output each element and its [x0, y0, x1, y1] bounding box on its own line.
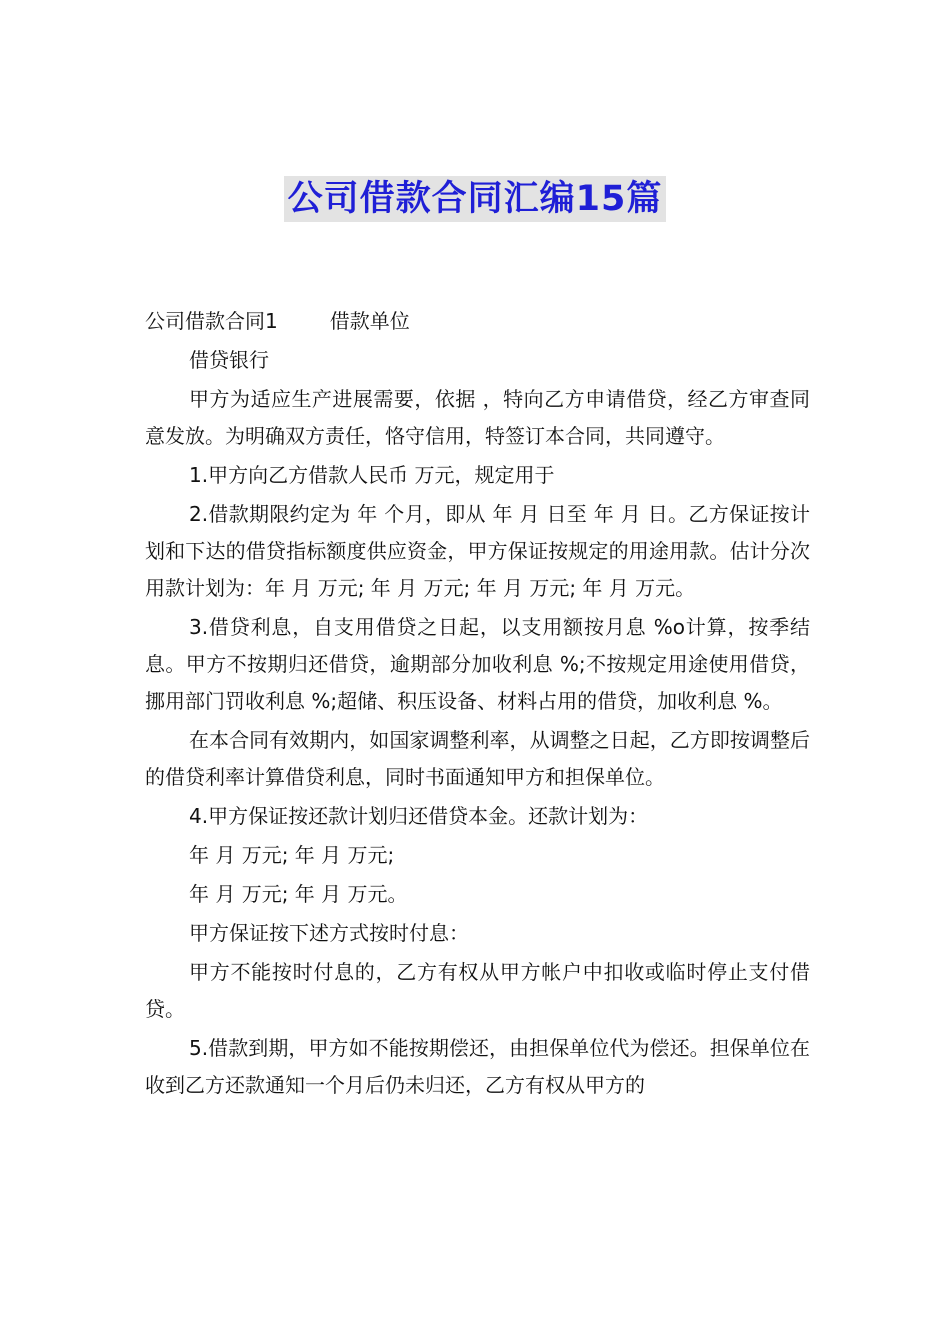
contract-heading: 公司借款合同1	[145, 309, 278, 333]
paragraph: 年 月 万元; 年 月 万元。	[189, 882, 408, 906]
paragraph: 1.甲方向乙方借款人民币 万元，规定用于	[189, 463, 555, 487]
document-body	[145, 303, 810, 1104]
paragraph: 2.借款期限约定为 年 个月，即从 年 月 日至 年 月 日。乙方保证按计划和下达的借贷指标额度供应资金，甲方保证按规定的用途用款。估计分次用款计划为：年 月 万元; 年 月 万元; 年 月 万元; 年 月 万元。	[145, 502, 810, 600]
paragraph: 甲方不能按时付息的，乙方有权从甲方帐户中扣收或临时停止支付借贷。	[145, 960, 810, 1021]
paragraph: 在本合同有效期内，如国家调整利率，从调整之日起，乙方即按调整后的借贷利率计算借贷利息，同时书面通知甲方和担保单位。	[145, 728, 810, 789]
contract-heading-line	[145, 303, 810, 340]
paragraph: 年 月 万元; 年 月 万元;	[189, 843, 395, 867]
borrower-label: 借款单位	[329, 309, 410, 333]
document-title: 公司借款合同汇编15篇	[284, 176, 667, 222]
title-container	[0, 176, 950, 222]
paragraph: 4.甲方保证按还款计划归还借贷本金。还款计划为：	[189, 804, 649, 828]
paragraph: 5.借款到期，甲方如不能按期偿还，由担保单位代为偿还。担保单位在收到乙方还款通知一个月后仍未归还，乙方有权从甲方的	[145, 1036, 810, 1097]
paragraph: 甲方为适应生产进展需要，依据 ，特向乙方申请借贷，经乙方审查同意发放。为明确双方责任，恪守信用，特签订本合同，共同遵守。	[145, 387, 810, 448]
paragraph: 借贷银行	[189, 348, 269, 372]
paragraph: 甲方保证按下述方式按时付息：	[189, 921, 469, 945]
paragraph: 3.借贷利息，自支用借贷之日起，以支用额按月息 %o计算，按季结息。甲方不按期归还借贷，逾期部分加收利息 %;不按规定用途使用借贷，挪用部门罚收利息 %;超储、积压设备、材料占用的借贷，加收利息 %。	[145, 615, 810, 713]
